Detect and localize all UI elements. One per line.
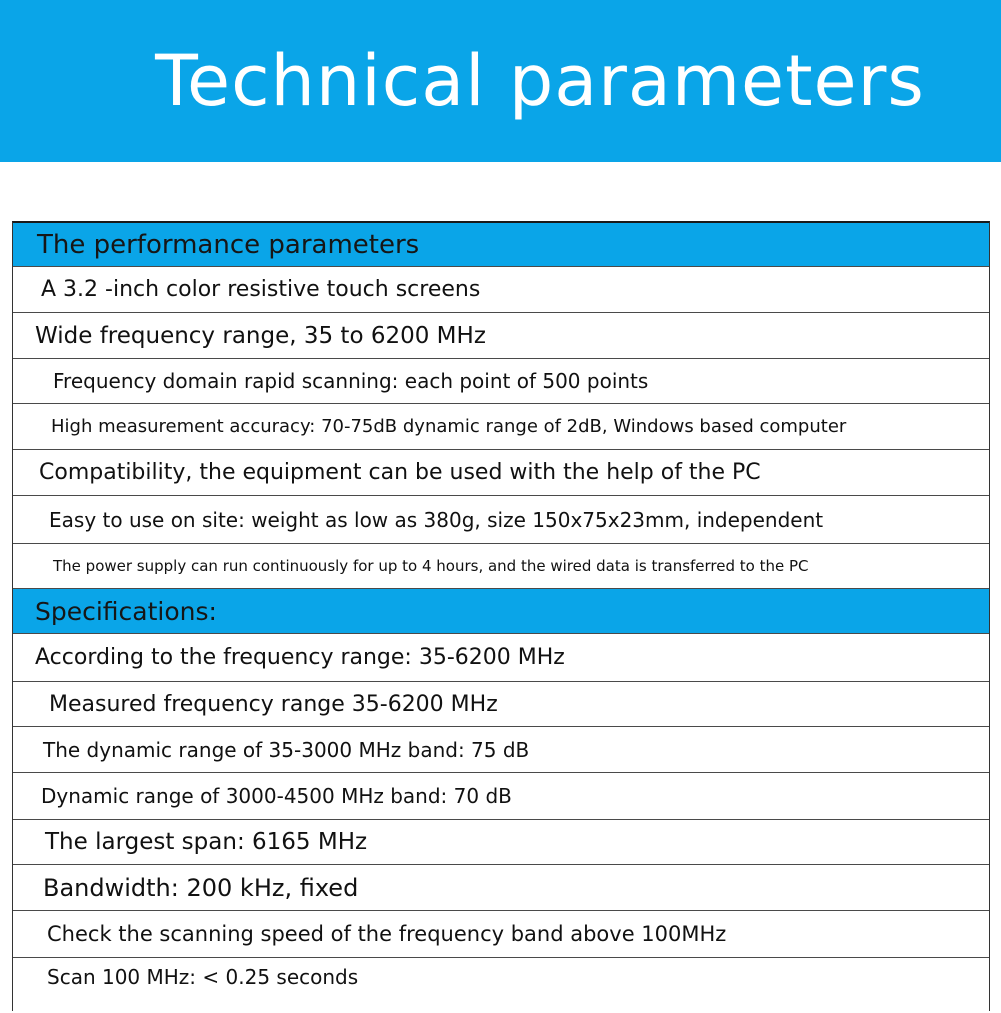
row-text: The power supply can run continuously for up to 4 hours, and the wired data is transferred to the PC: [53, 557, 809, 575]
table-row: [13, 634, 989, 682]
row-text: A 3.2 -inch color resistive touch screens: [41, 277, 481, 302]
row-text: Frequency domain rapid scanning: each point of 500 points: [53, 369, 649, 393]
table-row: [13, 450, 989, 496]
table-row: [13, 313, 989, 359]
row-text: High measurement accuracy: 70-75dB dynamic range of 2dB, Windows based computer: [51, 416, 847, 437]
table-row: [13, 820, 989, 865]
row-text: Dynamic range of 3000-4500 MHz band: 70 dB: [41, 784, 512, 808]
section-heading: The performance parameters: [37, 229, 420, 260]
section-header-performance: [13, 223, 989, 267]
row-text: Bandwidth: 200 kHz, fixed: [43, 873, 359, 902]
table-row: [13, 911, 989, 958]
section-heading: Specifications:: [35, 596, 217, 626]
table-row: [13, 544, 989, 589]
parameters-table: [12, 221, 990, 1011]
row-text: The dynamic range of 35-3000 MHz band: 75 dB: [43, 737, 530, 762]
section-header-specifications: [13, 589, 989, 634]
row-text: Easy to use on site: weight as low as 380g, size 150x75x23mm, independent: [49, 507, 824, 532]
row-text: The largest span: 6165 MHz: [45, 829, 368, 855]
table-row: [13, 865, 989, 911]
table-row: [13, 404, 989, 450]
row-text: Measured frequency range 35-6200 MHz: [49, 691, 498, 717]
row-text: Scan 100 MHz: < 0.25 seconds: [47, 964, 359, 989]
row-text: Wide frequency range, 35 to 6200 MHz: [35, 322, 486, 349]
title-banner: [0, 0, 1001, 162]
table-row: [13, 773, 989, 820]
page-title: Technical parameters: [155, 40, 925, 122]
table-row: [13, 958, 989, 1013]
row-text: According to the frequency range: 35-6200 MHz: [35, 645, 565, 670]
table-row: [13, 496, 989, 544]
table-row: [13, 682, 989, 727]
table-row: [13, 359, 989, 404]
row-text: Compatibility, the equipment can be used with the help of the PC: [39, 460, 761, 485]
table-row: [13, 267, 989, 313]
row-text: Check the scanning speed of the frequency band above 100MHz: [47, 922, 727, 946]
table-row: [13, 727, 989, 773]
